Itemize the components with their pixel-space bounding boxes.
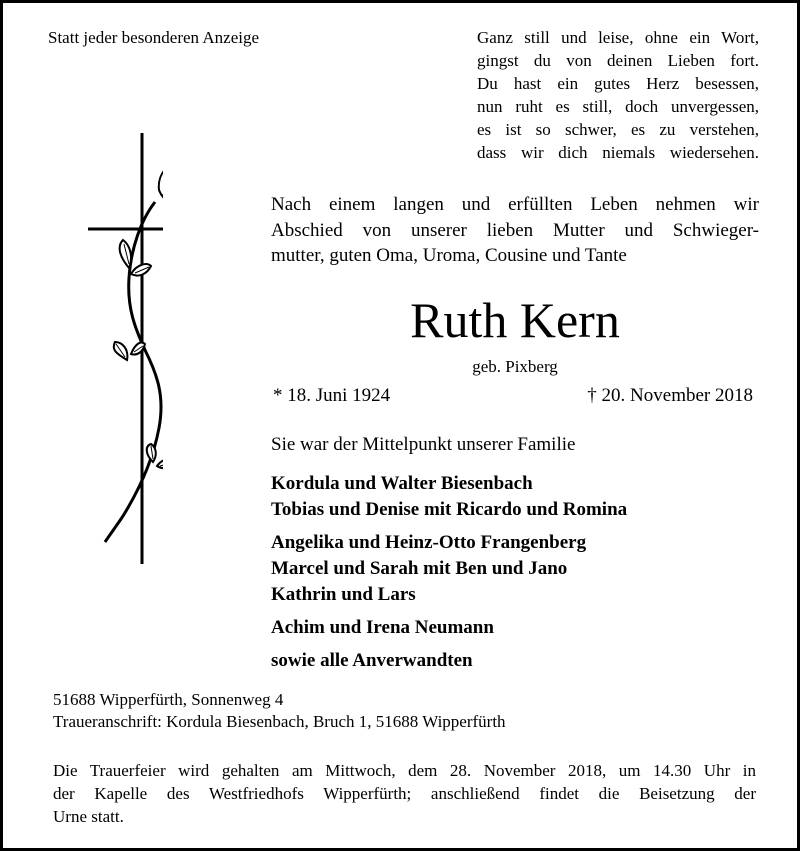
poem-line: Du hast ein gutes Herz besessen, [477, 74, 759, 93]
cross-with-rose-icon [83, 128, 163, 568]
home-address: 51688 Wipperfürth, Sonnenweg 4 [53, 690, 284, 709]
ceremony-info [53, 759, 756, 828]
condolence-address: Traueranschrift: Kordula Biesenbach, Bruch 1, 51688 Wipperfürth [53, 712, 506, 731]
ceremony-line: Die Trauerfeier wird gehalten am Mittwoch, dem 28. November 2018, um 14.30 Uhr in [53, 761, 756, 780]
ceremony-line: Urne statt. [53, 807, 124, 826]
intro-line: Abschied von unserer lieben Mutter und Schwieger- [271, 219, 759, 241]
mourner-group [271, 615, 627, 641]
address-block [53, 689, 506, 733]
mourner-group [271, 471, 627, 523]
header-note: Statt jeder besonderen Anzeige [48, 28, 260, 47]
maiden-name: geb. Pixberg [472, 357, 558, 376]
poem-line: es ist so schwer, es zu verstehen, [477, 120, 759, 139]
intro-line: Nach einem langen und erfüllten Leben nehmen wir [271, 194, 759, 215]
birth-date: * 18. Juni 1924 [273, 385, 391, 406]
poem-line: dass wir dich niemals wiedersehen. [477, 143, 759, 162]
mourner-group [271, 648, 627, 674]
intro-line: mutter, guten Oma, Uroma, Cousine und Tante [271, 245, 627, 266]
poem-line: Ganz still und leise, ohne ein Wort, [477, 28, 759, 47]
poem-line: nun ruht es still, doch unvergessen, [477, 97, 759, 116]
poem-line: gingst du von deinen Lieben fort. [477, 51, 759, 70]
mourners-list [271, 471, 627, 681]
poem [477, 26, 759, 164]
mourner-line: Kordula und Walter Biesenbach [271, 473, 533, 494]
family-tribute: Sie war der Mittelpunkt unserer Familie [271, 434, 576, 455]
deceased-name: Ruth Kern [410, 292, 620, 348]
ceremony-line: der Kapelle des Westfriedhofs Wipperfürth; anschließend findet die Beisetzung der [53, 784, 756, 803]
mourner-line: Angelika und Heinz-Otto Frangenberg [271, 532, 587, 553]
death-date: † 20. November 2018 [587, 385, 753, 406]
mourner-line: Kathrin und Lars [271, 584, 416, 605]
mourner-group [271, 530, 627, 608]
mourner-line: Tobias und Denise mit Ricardo und Romina [271, 499, 628, 520]
mourner-line: Marcel und Sarah mit Ben und Jano [271, 558, 568, 579]
mourner-line: sowie alle Anverwandten [271, 650, 473, 671]
mourner-line: Achim und Irena Neumann [271, 617, 494, 638]
intro-text [271, 192, 759, 269]
